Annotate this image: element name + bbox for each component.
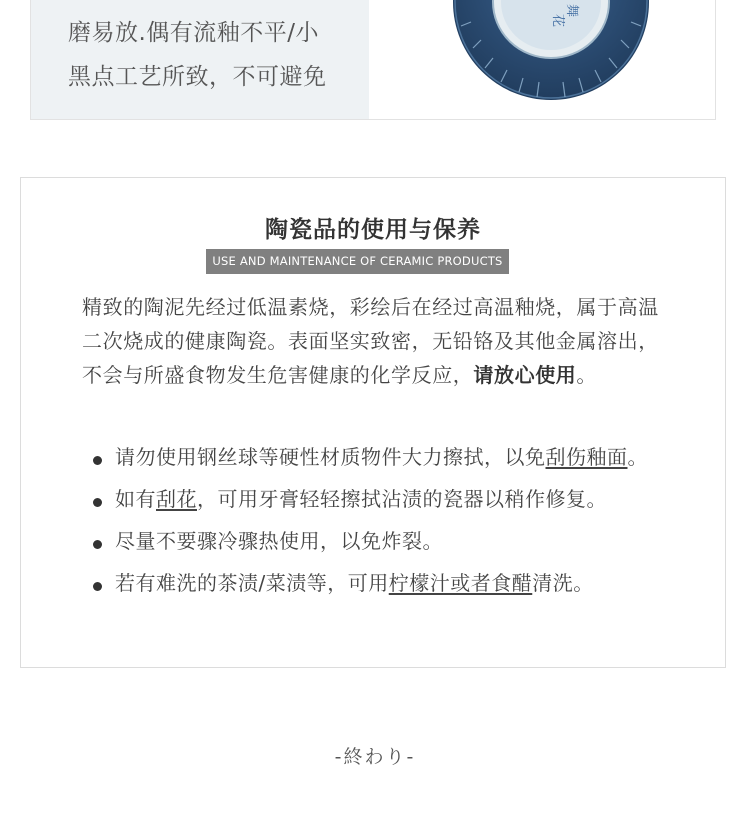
care-paragraph-main: 精致的陶泥先经过低温素烧，彩绘后在经过高温釉烧，属于高温二次烧成的健康陶瓷。表面坚实致密，无铅铬及其他金属溶出，不会与所盛食物发生危害健康的化学反应， xyxy=(82,295,659,387)
bullet-icon xyxy=(93,582,102,591)
top-text-panel xyxy=(31,0,369,119)
bowl-stamp-text-2: 舞 xyxy=(564,4,579,18)
tip-text: 请勿使用钢丝球等硬性材质物件大力擦拭，以免 xyxy=(115,445,546,469)
list-item xyxy=(91,436,648,478)
bowl-image xyxy=(451,0,651,102)
list-item xyxy=(91,478,648,520)
care-tips-list xyxy=(91,436,648,604)
list-item xyxy=(91,520,648,562)
care-title: 陶瓷品的使用与保养 xyxy=(265,217,481,243)
top-text-line-2: 黑点工艺所致，不可避免 xyxy=(68,64,327,90)
tip-text: 如有 xyxy=(115,487,156,511)
top-text-line-1: 磨易放.偶有流釉不平/小 xyxy=(68,20,320,46)
bowl-bottom-illustration xyxy=(451,0,651,102)
care-instructions-card xyxy=(20,177,726,668)
care-paragraph-end: 。 xyxy=(576,363,598,387)
end-mark: -終わり- xyxy=(334,746,416,768)
top-product-section xyxy=(30,0,716,120)
bullet-icon xyxy=(93,456,102,465)
bullet-icon xyxy=(93,540,102,549)
care-paragraph xyxy=(82,290,672,392)
tip-underline-text: 柠檬汁或者食醋 xyxy=(388,571,533,595)
bowl-stamp-text: 花 xyxy=(550,14,565,28)
bullet-icon xyxy=(93,498,102,507)
tip-text: 若有难洗的茶渍/菜渍等，可用 xyxy=(115,571,389,595)
list-item xyxy=(91,562,648,604)
tip-underline-text: 刮伤釉面 xyxy=(545,445,628,469)
tip-text-end: 清洗。 xyxy=(532,571,594,595)
tip-underline-text: 刮花 xyxy=(156,487,197,511)
tip-text-end: ，可用牙膏轻轻擦拭沾渍的瓷器以稍作修复。 xyxy=(197,487,607,511)
care-paragraph-bold: 请放心使用 xyxy=(473,363,577,387)
tip-text-end: 。 xyxy=(627,445,648,469)
tip-text: 尽量不要骤冷骤热使用，以免炸裂。 xyxy=(115,529,443,553)
care-subtitle-banner: USE AND MAINTENANCE OF CERAMIC PRODUCTS xyxy=(206,249,509,274)
